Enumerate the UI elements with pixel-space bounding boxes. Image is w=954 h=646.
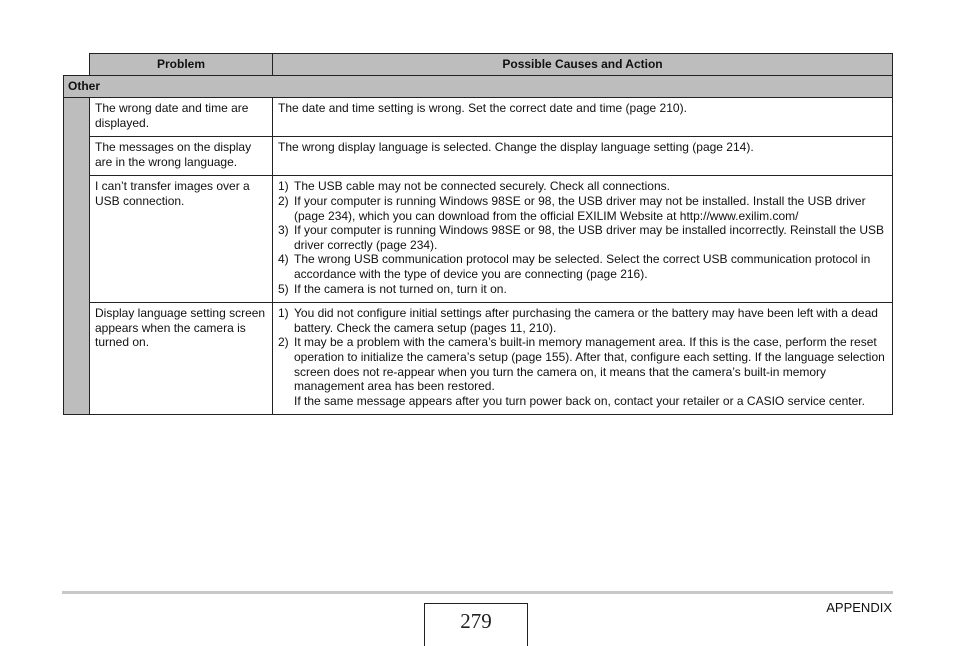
action-cell bbox=[273, 176, 893, 303]
table-row bbox=[64, 137, 893, 176]
action-cell: The wrong display language is selected. Change the display language setting (page 214). bbox=[273, 137, 893, 176]
problem-cell: I can’t transfer images over a USB connection. bbox=[90, 176, 273, 303]
section-gutter bbox=[64, 98, 90, 415]
cause-item: 4) The wrong USB communication protocol may be selected. Select the correct USB communication protocol in accordance with the type of device you are connecting (page 216). bbox=[278, 252, 871, 281]
footer-divider bbox=[62, 591, 893, 594]
causes-list bbox=[278, 179, 887, 296]
problem-cell: The wrong date and time are displayed. bbox=[90, 98, 273, 137]
cause-item: 2) It may be a problem with the camera’s built-in memory management area. If this is the case, perform the reset operation to initialize the camera’s setup (page 155). After that, configure each setting. If the language selection screen does not re-appear when you turn the camera on, it means that the camera’s built-in memory management area has been restored. If the same message appears after you turn power back on, contact your retailer or a CASIO service center. bbox=[278, 335, 887, 408]
cause-item: 1) You did not configure initial settings after purchasing the camera or the battery may have been left with a dead battery. Check the camera setup (pages 11, 210). bbox=[278, 306, 878, 335]
table-row bbox=[64, 303, 893, 415]
cause-item: 1) The USB cable may not be connected securely. Check all connections. bbox=[278, 179, 670, 194]
header-problem: Problem bbox=[90, 54, 273, 76]
table-row bbox=[64, 98, 893, 137]
action-cell bbox=[273, 303, 893, 415]
header-blank-cell bbox=[64, 54, 90, 76]
cause-item: 3) If your computer is running Windows 98SE or 98, the USB driver may be installed incorrectly. Reinstall the USB driver correctly (page 234). bbox=[278, 223, 885, 252]
cause-item: 2) If your computer is running Windows 98SE or 98, the USB driver may not be installed. Install the USB driver (page 234), which you can download from the official EXILIM Website at http://www.exilim.com/ bbox=[278, 193, 866, 223]
action-cell: The date and time setting is wrong. Set the correct date and time (page 210). bbox=[273, 98, 893, 137]
causes-list bbox=[278, 306, 887, 408]
problem-cell: The messages on the display are in the wrong language. bbox=[90, 137, 273, 176]
section-label: APPENDIX bbox=[826, 600, 892, 615]
section-row bbox=[64, 76, 893, 98]
section-title: Other bbox=[64, 76, 893, 98]
table-header-row bbox=[64, 54, 893, 76]
page-number: 279 bbox=[424, 603, 528, 646]
cause-note: If the same message appears after you turn power back on, contact your retailer or a CASIO service center. bbox=[294, 393, 865, 408]
troubleshooting-table bbox=[63, 53, 893, 415]
cause-item: 5) If the camera is not turned on, turn it on. bbox=[278, 281, 507, 296]
problem-cell: Display language setting screen appears when the camera is turned on. bbox=[90, 303, 273, 415]
table-row bbox=[64, 176, 893, 303]
header-causes: Possible Causes and Action bbox=[273, 54, 893, 76]
